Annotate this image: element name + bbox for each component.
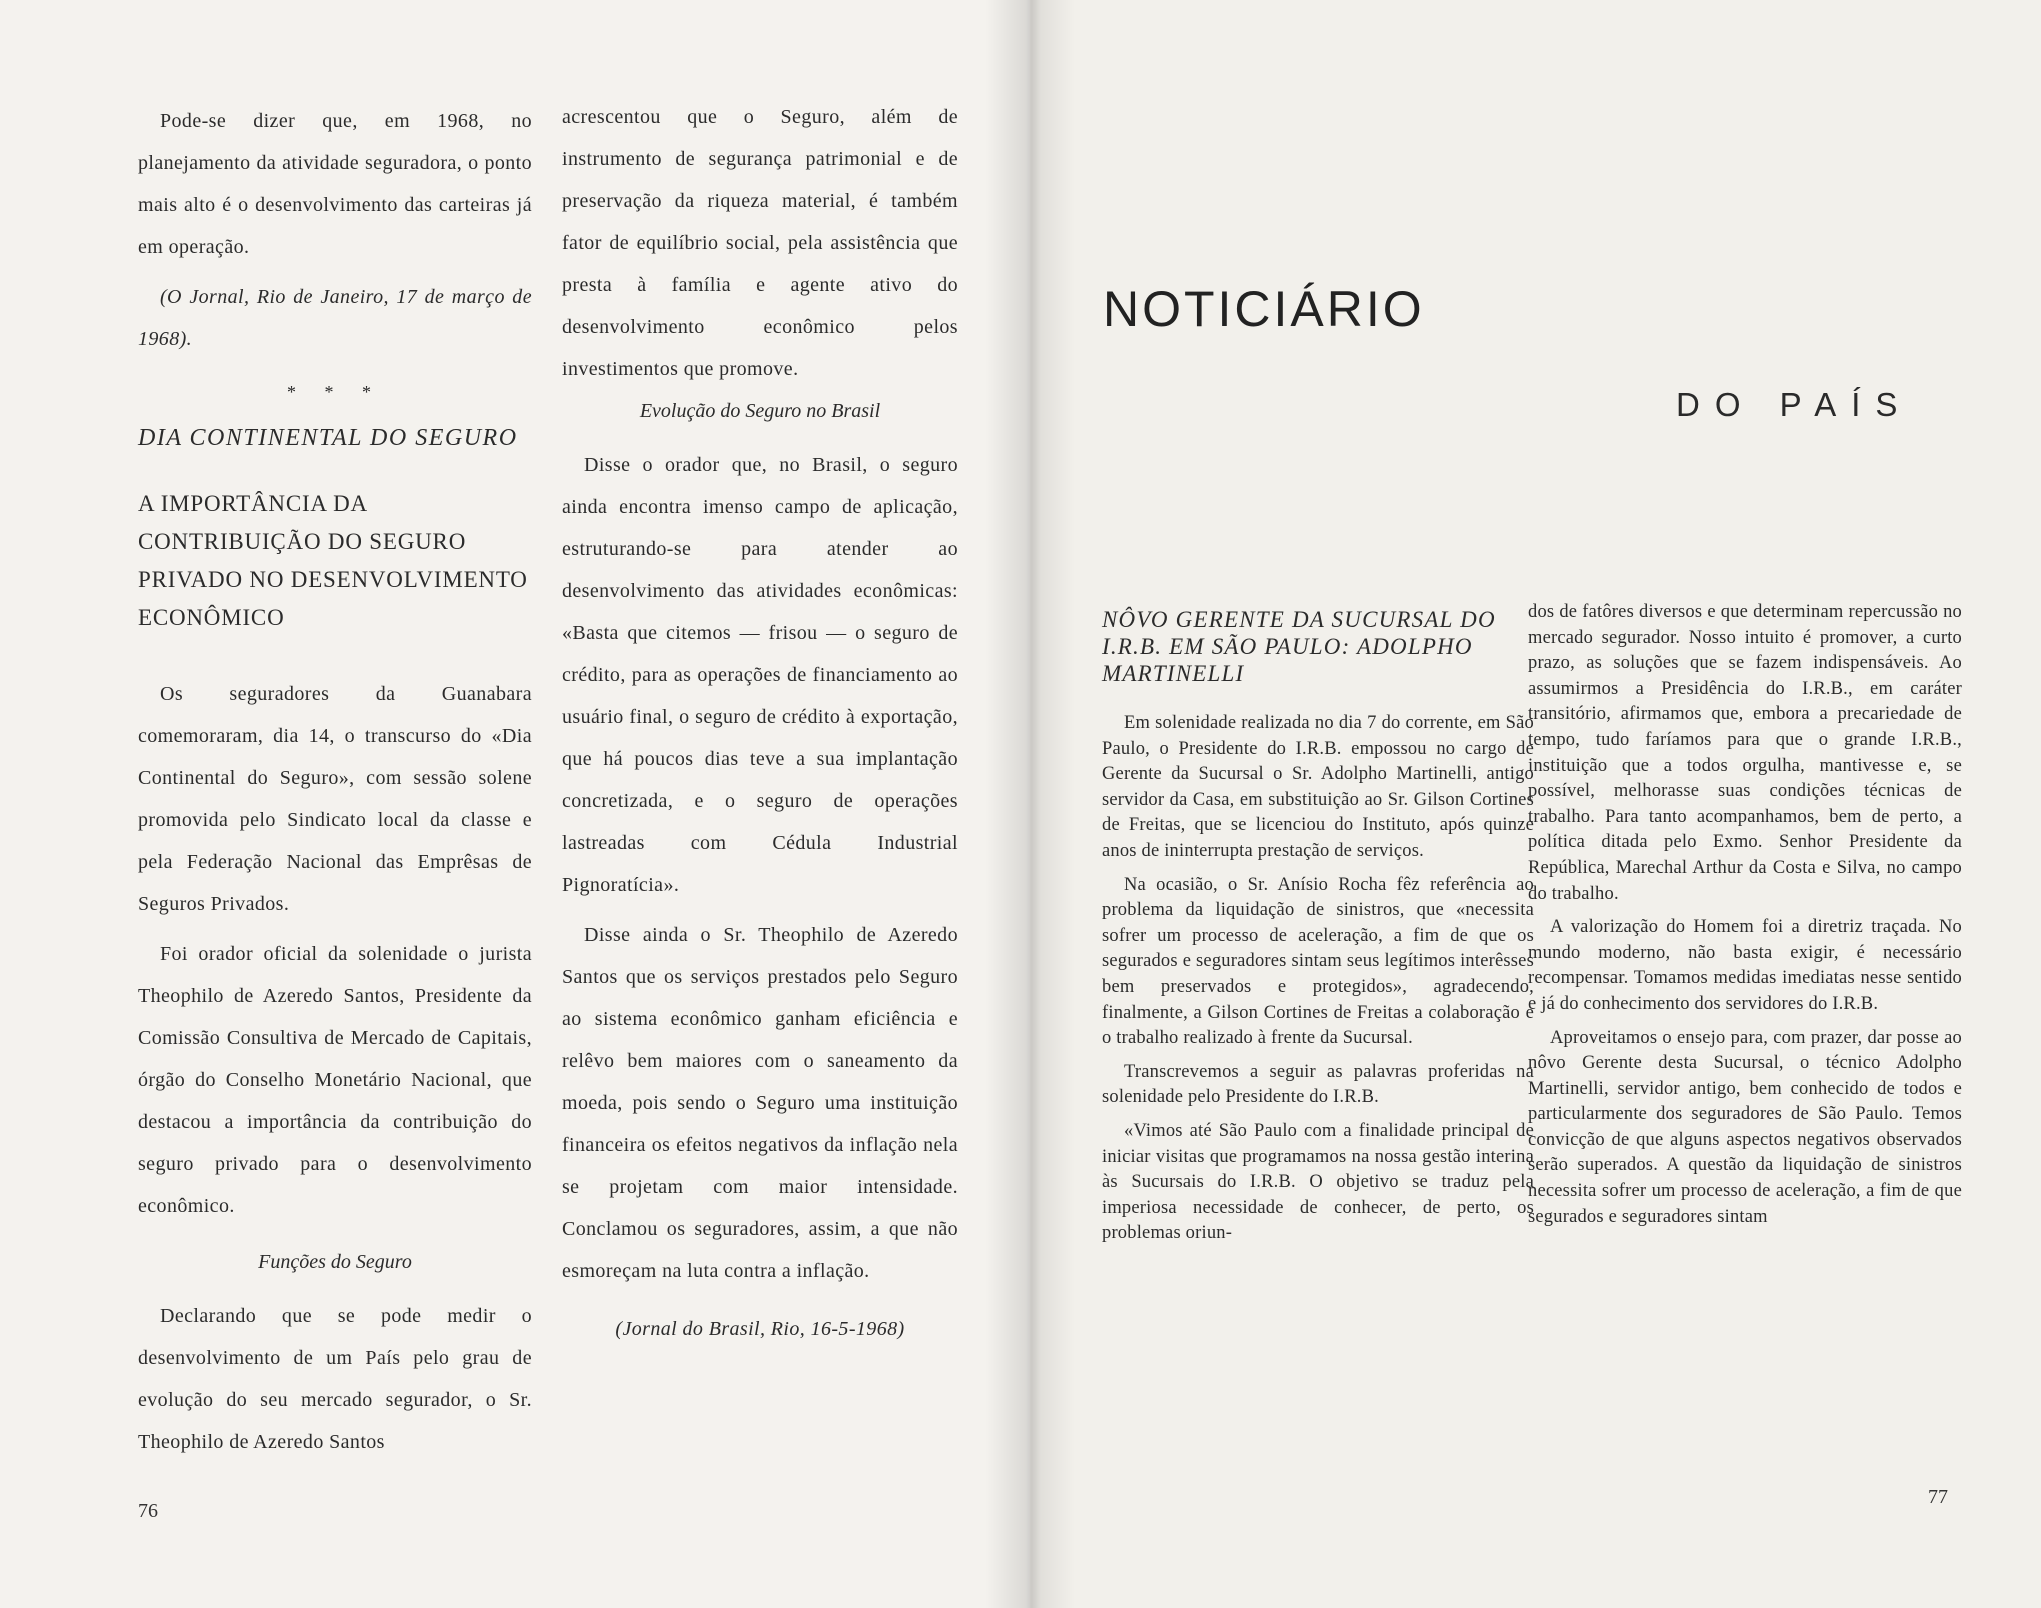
left-column-2 xyxy=(562,96,958,1350)
paragraph: Transcrevemos a seguir as palavras proferidas na solenidade pelo Presidente do I.R.B. xyxy=(1102,1061,1534,1108)
page-title: NOTICIÁRIO xyxy=(1103,281,1425,337)
right-column-1 xyxy=(1102,606,1534,1247)
right-page xyxy=(1030,0,2041,1608)
page-number: 76 xyxy=(138,1500,158,1522)
paragraph: Disse o orador que, no Brasil, o seguro ainda encontra imenso campo de aplicação, estruturando-se para atender ao desenvolvimento das atividades econômicas: «Basta que citemos — frisou — o seguro de crédito, para as operações de financiamento ao usuário final, o seguro de crédito à exportação, que há poucos dias teve a sua implantação concretizada, e o seguro de operações lastreadas com Cédula Industrial Pignoratícia». xyxy=(562,454,958,896)
article-title: NÔVO GERENTE DA SUCURSAL DO I.R.B. EM SÃO PAULO: ADOLPHO MARTINELLI xyxy=(1102,607,1496,686)
subheading: Funções do Seguro xyxy=(258,1251,412,1273)
paragraph: Em solenidade realizada no dia 7 do corrente, em São Paulo, o Presidente do I.R.B. empossou no cargo de Gerente da Sucursal o Sr. Adolpho Martinelli, antigo servidor da Casa, em substituição ao Sr. Gilson Cortines de Freitas, que se licenciou do Instituto, após quinze anos de ininterrupta prestação de serviços. xyxy=(1102,713,1534,861)
right-column-2 xyxy=(1528,600,1962,1230)
paragraph: Declarando que se pode medir o desenvolvimento de um País pelo grau de evolução do seu mercado segurador, o Sr. Theophilo de Azeredo Santos xyxy=(138,1305,532,1453)
page-number: 77 xyxy=(1928,1486,1948,1508)
paragraph: Aproveitamos o ensejo para, com prazer, dar posse ao nôvo Gerente desta Sucursal, o técnico Adolpho Martinelli, servidor antigo, bem conhecido de todos e particularmente dos seguradores de São Paulo. Temos convicção de que alguns aspectos negativos observados serão superados. A questão da liquidação de sinistros necessita sofrer um processo de aceleração, a fim de que segurados e seguradores sintam xyxy=(1528,1027,1962,1227)
left-column-1 xyxy=(138,100,532,1463)
subheading: Evolução do Seguro no Brasil xyxy=(639,400,881,422)
section-title: DIA CONTINENTAL DO SEGURO xyxy=(138,425,518,451)
paragraph: Na ocasião, o Sr. Anísio Rocha fêz referência ao problema da liquidação de sinistros, que «necessita sofrer um processo de aceleração, a fim de que os segurados e seguradores sintam seus legítimos interêsses bem preservados e protegidos», agradecendo, finalmente, a Gilson Cortines de Freitas a colaboração e o trabalho realizado à frente da Sucursal. xyxy=(1102,874,1534,1049)
paragraph: Pode-se dizer que, em 1968, no planejamento da atividade seguradora, o ponto mais alto é o desenvolvimento das carteiras já em operação. xyxy=(138,110,532,258)
paragraph: Disse ainda o Sr. Theophilo de Azeredo Santos que os serviços prestados pelo Seguro ao sistema econômico ganham eficiência e relêvo bem maiores com o saneamento da moeda, pois sendo o Seguro uma instituição financeira os efeitos negativos da inflação nela se projetam com maior intensidade. Conclamou os seguradores, assim, a que não esmoreçam na luta contra a inflação. xyxy=(562,924,958,1282)
page-subtitle: DO PAÍS xyxy=(1676,386,1913,423)
citation: (Jornal do Brasil, Rio, 16-5-1968) xyxy=(615,1318,905,1340)
paragraph: «Vimos até São Paulo com a finalidade principal de iniciar visitas que programamos na nossa gestão interina às Sucursais do I.R.B. O objetivo se traduz pela imperiosa necessidade de conhecer, de perto, os problemas oriun- xyxy=(1102,1120,1534,1244)
paragraph: dos de fatôres diversos e que determinam repercussão no mercado segurador. Nosso intuito é promover, a curto prazo, as soluções que se fazem indispensáveis. Ao assumirmos a Presidência do I.R.B., em caráter transitório, afirmamos que, embora a precariedade de tempo, tudo faríamos para que o grande I.R.B., instituição que a todos orgulha, mantivesse e, se possível, melhorasse suas condições técnicas de trabalho. Para tanto acompanhamos, bem de perto, a política ditada pelo Exmo. Senhor Presidente da República, Marechal Arthur da Costa e Silva, no campo do trabalho. xyxy=(1528,602,1962,904)
paragraph: Os seguradores da Guanabara comemoraram, dia 14, o transcurso do «Dia Continental do Seguro», com sessão solene promovida pelo Sindicato local da classe e pela Federação Nacional das Emprêsas de Seguros Privados. xyxy=(138,683,532,915)
section-subtitle: A IMPORTÂNCIA DA CONTRIBUIÇÃO DO SEGURO PRIVADO NO DESENVOLVIMENTO ECONÔMICO xyxy=(138,491,528,630)
paragraph: Foi orador oficial da solenidade o jurista Theophilo de Azeredo Santos, Presidente da Comissão Consultiva de Mercado de Capitais, órgão do Conselho Monetário Nacional, que destacou a importância da contribuição do seguro privado para o desenvolvimento econômico. xyxy=(138,943,532,1217)
citation: (O Jornal, Rio de Janeiro, 17 de março de 1968). xyxy=(138,286,532,350)
paragraph: A valorização do Homem foi a diretriz traçada. No mundo moderno, não basta exigir, é necessário recompensar. Tomamos medidas imediatas nesse sentido e já do conhecimento dos servidores do I.R.B. xyxy=(1528,917,1962,1014)
paragraph: acrescentou que o Seguro, além de instrumento de segurança patrimonial e de preservação da riqueza material, é também fator de equilíbrio social, pela assistência que presta à família e agente ativo do desenvolvimento econômico pelos investimentos que promove. xyxy=(562,106,958,380)
section-separator: * * * xyxy=(287,382,383,402)
